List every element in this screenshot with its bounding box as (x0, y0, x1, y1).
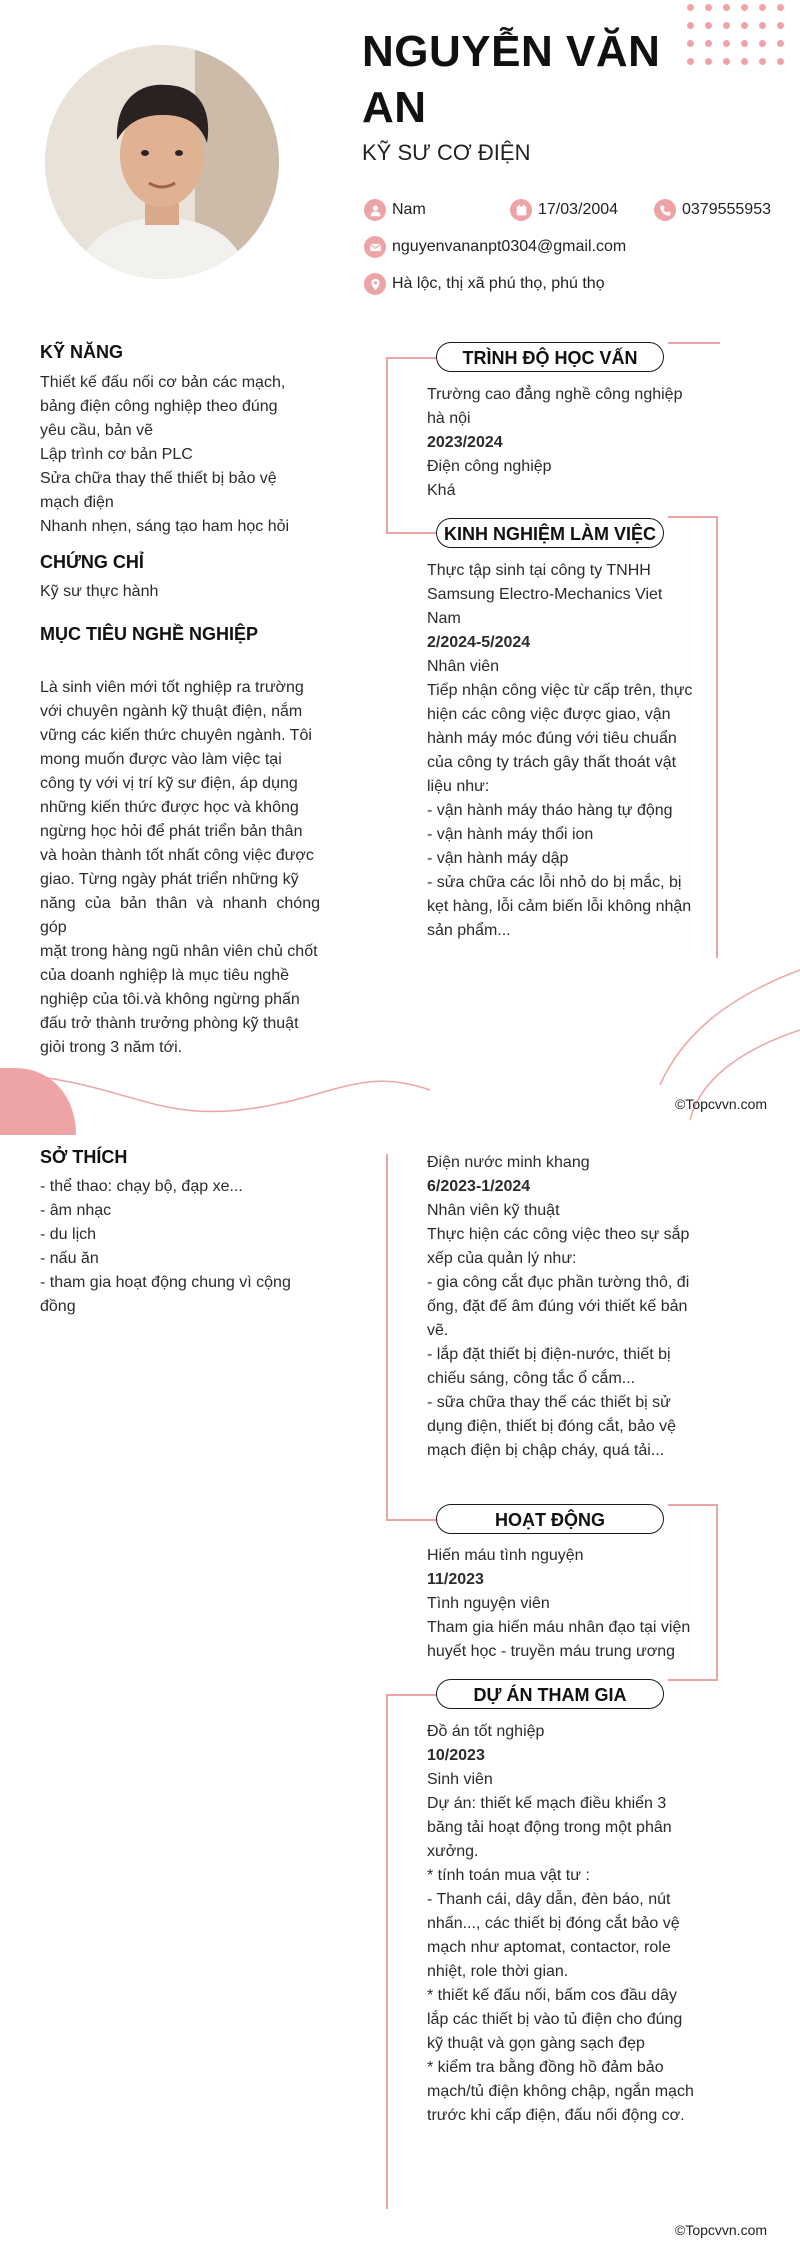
job-desc-line: liệu như: (427, 778, 490, 795)
projects-title: DỰ ÁN THAM GIA (436, 1679, 664, 1709)
timeline-line (668, 1504, 718, 1506)
job-title: KỸ SƯ CƠ ĐIỆN (362, 140, 531, 165)
activity-name: Hiến máu tình nguyện (427, 1547, 584, 1564)
education-title: TRÌNH ĐỘ HỌC VẤN (436, 342, 664, 372)
skills-line: Nhanh nhẹn, sáng tạo ham học hỏi (40, 518, 290, 535)
project-desc-line: * tính toán mua vật tư : (427, 1867, 590, 1884)
user-icon (364, 199, 386, 221)
timeline-line (386, 357, 436, 359)
activity-role: Tình nguyện viên (427, 1595, 550, 1612)
birthday-row (510, 199, 618, 221)
avatar (45, 45, 279, 279)
objective-line: những kiến thức được học và không (40, 799, 299, 816)
job-desc-line: - gia công cắt đục phần tường thô, đi (427, 1274, 690, 1291)
objective-line: và hoàn thành tốt nhất công việc được (40, 847, 314, 864)
timeline-line (386, 1519, 436, 1521)
timeline-line (386, 357, 388, 533)
projects-block (427, 1720, 699, 2128)
project-desc-line: trước khi cấp điện, đấu nối động cơ. (427, 2107, 685, 2124)
job-desc-line: Thực hiện các công việc theo sự sắp (427, 1226, 690, 1243)
hobby-line: - âm nhạc (40, 1202, 112, 1219)
project-period: 10/2023 (427, 1747, 485, 1764)
address-row (364, 273, 605, 295)
job-role: Nhân viên (427, 658, 500, 675)
objective-line: ngừng học hỏi để phát triển bản thân (40, 823, 303, 840)
gender-row (364, 199, 426, 221)
timeline-line (668, 516, 718, 518)
objective-line: mong muốn được vào làm việc tại (40, 751, 282, 768)
birthday-value: 17/03/2004 (538, 201, 619, 218)
hobbies-text (40, 1175, 320, 1319)
timeline-line (716, 1504, 718, 1680)
objective-line: Là sinh viên mới tốt nghiệp ra trường (40, 679, 304, 696)
project-name: Đồ án tốt nghiệp (427, 1723, 545, 1740)
skills-line: Thiết kế đấu nối cơ bản các mạch, (40, 374, 286, 391)
job-desc-line: hành máy móc đúng với tiêu chuẩn (427, 730, 677, 747)
objective-line: công ty với vị trí kỹ sư điện, áp dụng (40, 775, 298, 792)
phone-icon (654, 199, 676, 221)
profile-photo-icon (45, 45, 279, 279)
project-desc-line: * thiết kế đấu nối, bấm cos đầu dây (427, 1987, 677, 2004)
full-name: NGUYỄN VĂN AN (362, 27, 661, 132)
activities-block (427, 1544, 699, 1664)
objective-title: MỤC TIÊU NGHỀ NGHIỆP (40, 624, 259, 644)
job-role: Nhân viên kỹ thuật (427, 1202, 560, 1219)
skills-line: Lập trình cơ bản PLC (40, 446, 193, 463)
project-desc-line: lắp các thiết bị vào tủ điện cho đúng (427, 2011, 683, 2028)
mail-icon (364, 236, 386, 258)
job-desc-line: vẽ. (427, 1322, 449, 1339)
job-desc-line: dụng điện, thiết bị đóng cắt, bảo vệ (427, 1418, 677, 1435)
timeline-line (716, 516, 718, 958)
address-value: Hà lộc, thị xã phú thọ, phú thọ (392, 275, 605, 292)
certificates-text: Kỹ sư thực hành (40, 583, 159, 600)
activity-desc-line: huyết học - truyền máu trung ương (427, 1643, 675, 1660)
timeline-line (386, 1694, 436, 1696)
objective-line: giao. Từng ngày phát triển những kỹ (40, 871, 299, 888)
job-desc-line: - lắp đặt thiết bị điện-nước, thiết bị (427, 1346, 671, 1363)
email-value[interactable]: nguyenvananpt0304@gmail.com (392, 238, 627, 255)
timeline-line (386, 1694, 388, 2209)
job-desc-line: ống, đặt đế âm đúng với thiết kế bản (427, 1298, 688, 1315)
email-row[interactable] (364, 236, 626, 258)
objective-line: mặt trong hàng ngũ nhân viên chủ chốt (40, 943, 318, 960)
objective-line: vững các kiến thức chuyên ngành. Tôi (40, 727, 312, 744)
objective-line: nghiệp của tôi.và không ngừng phấn (40, 991, 300, 1008)
decorative-dots (687, 4, 797, 96)
project-desc-line: xưởng. (427, 1843, 479, 1860)
job-company-line: Samsung Electro-Mechanics Viet (427, 586, 663, 603)
job-desc-line: kẹt hàng, lỗi cảm biến lỗi không nhận (427, 898, 692, 915)
calendar-icon (510, 199, 532, 221)
project-desc-line: kỹ thuật và gọn gàng sạch đẹp (427, 2035, 645, 2052)
timeline-line (386, 532, 436, 534)
project-desc-line: nhấn..., các thiết bị đóng cắt bảo vệ (427, 1915, 680, 1932)
skills-line: mạch điện (40, 494, 114, 511)
skills-text (40, 371, 306, 539)
project-desc-line: mạch như aptomat, contactor, role (427, 1939, 671, 1956)
timeline-line (668, 342, 720, 344)
hobby-line: - thể thao: chạy bộ, đạp xe... (40, 1178, 243, 1195)
phone-row[interactable] (654, 199, 771, 221)
hobbies-title: SỞ THÍCH (40, 1147, 128, 1167)
activity-period: 11/2023 (427, 1571, 484, 1588)
job-desc-line: của công ty trách gây thất thoát vật (427, 754, 677, 771)
education-major: Điện công nghiệp (427, 458, 552, 475)
phone-value[interactable]: 0379555953 (682, 201, 771, 218)
education-school-line: Trường cao đẳng nghề công nghiệp (427, 386, 683, 403)
experience-job1 (427, 559, 697, 943)
job-desc-line: Tiếp nhận công việc từ cấp trên, thực (427, 682, 693, 699)
certificates-title: CHỨNG CHỈ (40, 552, 144, 572)
skills-line: yêu cầu, bản vẽ (40, 422, 153, 439)
hobby-line: - du lịch (40, 1226, 97, 1243)
skills-line: Sửa chữa thay thế thiết bị bảo vệ (40, 470, 277, 487)
objective-line: của doanh nghiệp là mục tiêu nghề (40, 967, 290, 984)
skills-title: KỸ NĂNG (40, 342, 124, 362)
job-desc-line: sản phẩm... (427, 922, 511, 939)
hobby-line: - tham gia hoạt động chung vì cộng (40, 1274, 291, 1291)
hobby-line: đồng (40, 1298, 76, 1315)
experience-title: KINH NGHIỆM LÀM VIỆC (436, 518, 664, 548)
project-desc-line: * kiểm tra bằng đồng hồ đảm bảo (427, 2059, 664, 2076)
hobby-line: - nấu ăn (40, 1250, 99, 1267)
job-desc-line: xếp của quản lý như: (427, 1250, 577, 1267)
objective-line: với chuyên ngành kỹ thuật điện, nắm (40, 703, 303, 720)
job-period: 2/2024-5/2024 (427, 634, 531, 651)
job-company-line: Nam (427, 610, 461, 627)
project-role: Sinh viên (427, 1771, 493, 1788)
education-block (427, 383, 717, 503)
job-desc-line: - vận hành máy thổi ion (427, 826, 594, 843)
job-desc-line: - vận hành máy dập (427, 850, 569, 867)
education-grade: Khá (427, 482, 456, 499)
gender-value: Nam (392, 201, 426, 218)
activity-desc-line: Tham gia hiến máu nhân đạo tại viện (427, 1619, 691, 1636)
skills-line: bảng điện công nghiệp theo đúng (40, 398, 278, 415)
project-desc-line: nhiệt, role thời gian. (427, 1963, 569, 1980)
timeline-line (386, 1154, 388, 1520)
objective-line: đấu trở thành trưởng phòng kỹ thuật (40, 1015, 299, 1032)
project-desc-line: Dự án: thiết kế mạch điều khiển 3 (427, 1795, 667, 1812)
job-desc-line: mạch điện bị chập cháy, quá tải... (427, 1442, 665, 1459)
footer-brand[interactable]: ©Topcvvn.com (675, 1096, 768, 1112)
experience-job2 (427, 1151, 699, 1463)
footer-brand[interactable]: ©Topcvvn.com (675, 2222, 768, 2238)
project-desc-line: mạch/tủ điện không chập, ngắn mạch (427, 2083, 694, 2100)
objective-line: giỏi trong 3 năm tới. (40, 1039, 183, 1056)
job-desc-line: - sữa chữa thay thế các thiết bị sử (427, 1394, 671, 1411)
education-school-line: hà nội (427, 410, 471, 427)
activities-title: HOẠT ĐỘNG (436, 1504, 664, 1534)
job-company-line: Điện nước minh khang (427, 1154, 590, 1171)
education-period: 2023/2024 (427, 434, 503, 451)
project-desc-line: băng tải hoạt động trong một phân (427, 1819, 672, 1836)
project-desc-line: - Thanh cái, dây dẫn, đèn báo, nút (427, 1891, 671, 1908)
location-pin-icon (364, 273, 386, 295)
job-period: 6/2023-1/2024 (427, 1178, 531, 1195)
job-company-line: Thực tập sinh tại công ty TNHH (427, 562, 651, 579)
timeline-line (668, 1679, 718, 1681)
objective-line: năng của bản thân và nhanh chóng góp (40, 895, 320, 936)
job-desc-line: chiếu sáng, công tắc ổ cắm... (427, 1370, 636, 1387)
job-desc-line: - vận hành máy tháo hàng tự động (427, 802, 673, 819)
job-desc-line: hiện các công việc được giao, vận (427, 706, 671, 723)
job-desc-line: - sửa chữa các lỗi nhỏ do bị mắc, bị (427, 874, 682, 891)
